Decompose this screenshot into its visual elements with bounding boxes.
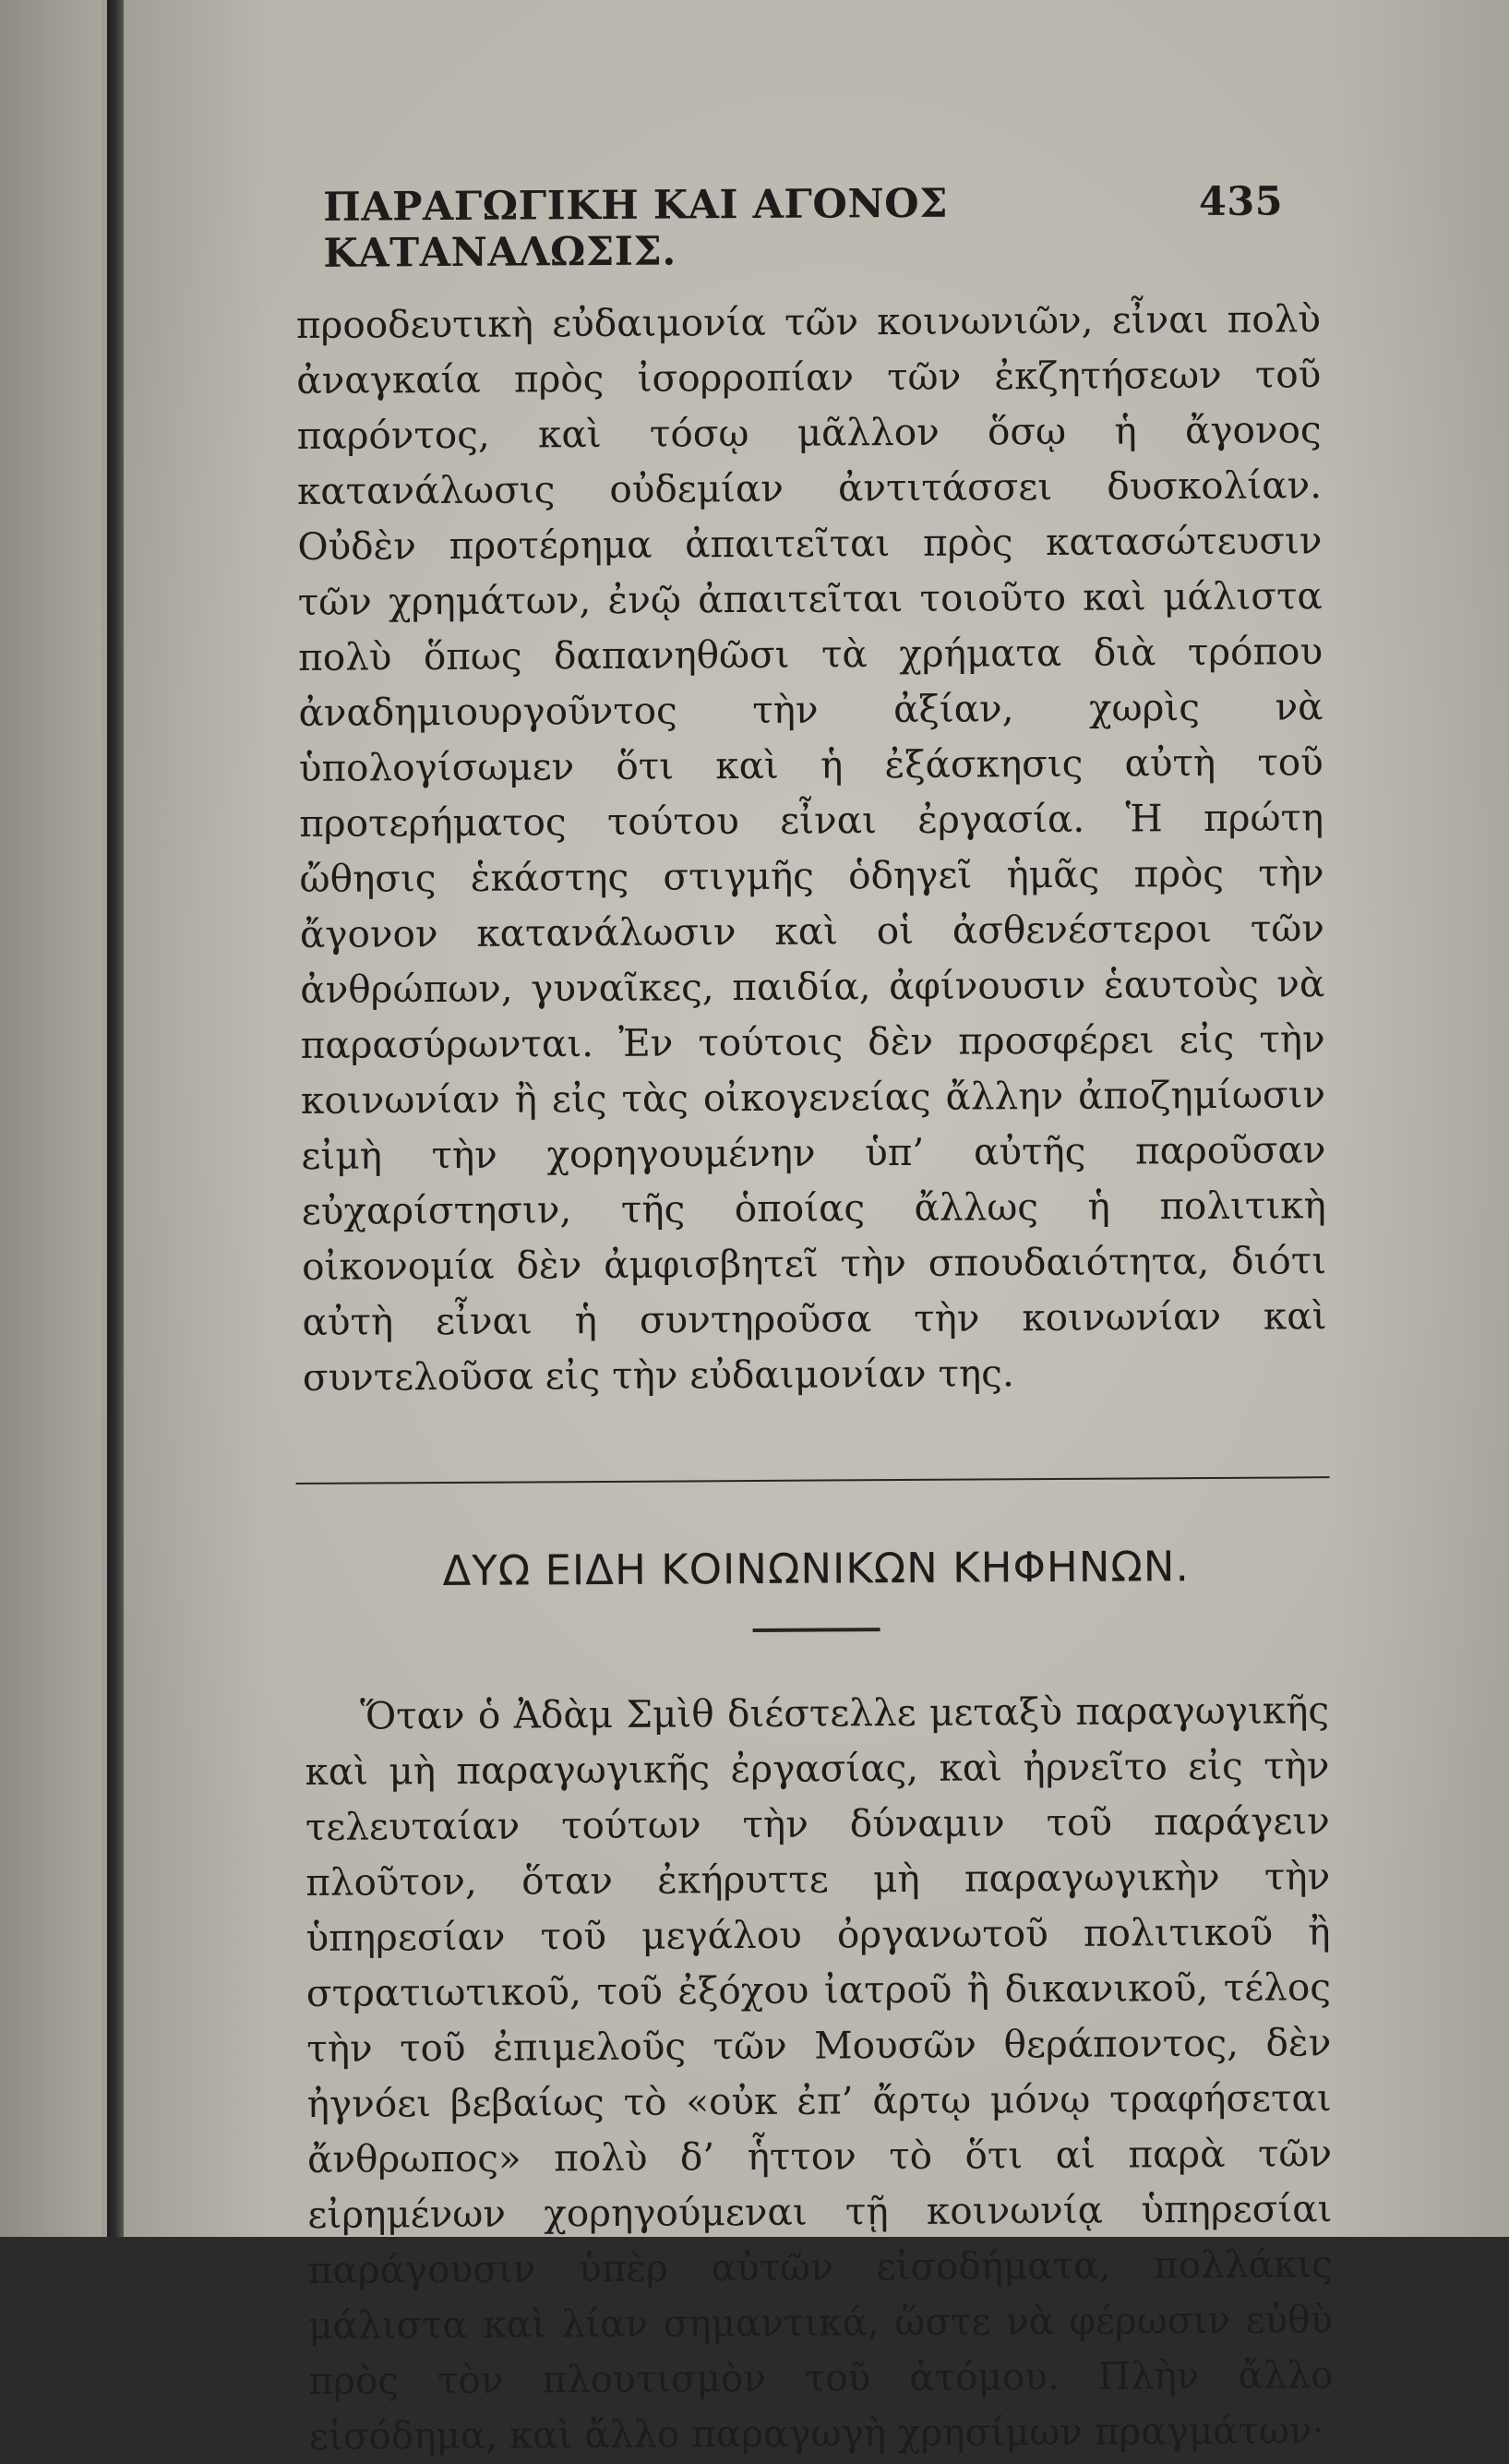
book-gutter (107, 0, 124, 2237)
running-head (323, 178, 1284, 276)
binding-shadow (0, 0, 102, 2237)
running-head-title: ΠΑΡΑΓΩΓΙΚΗ ΚΑΙ ΑΓΟΝΟΣ ΚΑΤΑΝΑΛΩΣΙΣ. (322, 180, 949, 277)
paragraph-2: Ὅταν ὁ Ἀδὰμ Σμὶθ διέστελλε μεταξὺ παραγωγικῆς καὶ μὴ παραγωγικῆς ἐργασίας, καὶ ἠρνεῖτο εἰς τὴν τελευταίαν τούτων τὴν δύναμιν τοῦ παράγειν πλοῦτον, ὅταν ἐκήρυττε μὴ παραγωγικὴν τὴν ὑπηρεσίαν τοῦ μεγάλου ὀργανωτοῦ πολιτικοῦ ἢ στρατιωτικοῦ, τοῦ ἐξόχου ἰατροῦ ἢ δικανικοῦ, τέλος τὴν τοῦ ἐπιμελοῦς τῶν Μουσῶν θεράποντος, δὲν ἠγνόει βεβαίως τὸ «οὐκ ἐπ’ ἄρτῳ μόνῳ τραφήσεται ἄνθρωπος» πολὺ δ’ ἧττον τὸ ὅτι αἱ παρὰ τῶν εἰρημένων χορηγούμεναι τῇ κοινωνίᾳ ὑπηρεσίαι παράγουσιν ὑπὲρ αὐτῶν εἰσοδήματα, πολλάκις μάλιστα καὶ λίαν σημαντικά, ὥστε νὰ φέρωσιν εὐθὺ πρὸς τὸν πλουτισμὸν τοῦ ἀτόμου. Πλὴν ἄλλο εἰσόδημα, καὶ ἄλλο παραγωγὴ χρησίμων πραγμάτων· (305, 1688, 1334, 2458)
page-number: 435 (1198, 178, 1284, 226)
title-underline (753, 1628, 880, 1632)
section-divider (296, 1476, 1330, 1484)
section-title: ΔΥΩ ΕΙΔΗ ΚΟΙΝΩΝΙΚΩΝ ΚΗΦΗΝΩΝ. (442, 1542, 1190, 1596)
paragraph-1: προοδευτικὴ εὐδαιμονία τῶν κοινωνιῶν, εἶναι πολὺ ἀναγκαία πρὸς ἰσορροπίαν τῶν ἐκζητήσεων τοῦ παρόντος, καὶ τόσῳ μᾶλλον ὅσῳ ἡ ἄγονος κατανάλωσις οὐδεμίαν ἀντιτάσσει δυσκολίαν. Οὐδὲν προτέρημα ἀπαιτεῖται πρὸς κατασώτευσιν τῶν χρημάτων, ἐνῷ ἀπαιτεῖται τοιοῦτο καὶ μάλιστα πολὺ ὅπως δαπανηθῶσι τὰ χρήματα διὰ τρόπου ἀναδημιουργοῦντος τὴν ἀξίαν, χωρὶς νὰ ὑπολογίσωμεν ὅτι καὶ ἡ ἐξάσκησις αὐτὴ τοῦ προτερήματος τούτου εἶναι ἐργασία. Ἡ πρώτη ὤθησις ἑκάστης στιγμῆς ὁδηγεῖ ἡμᾶς πρὸς τὴν ἄγονον κατανάλωσιν καὶ οἱ ἀσθενέστεροι τῶν ἀνθρώπων, γυναῖκες, παιδία, ἀφίνουσιν ἑαυτοὺς νὰ παρασύρωνται. Ἐν τούτοις δὲν προσφέρει εἰς τὴν κοινωνίαν ἢ εἰς τὰς οἰκογενείας ἄλλην ἀποζημίωσιν εἰμὴ τὴν χορηγουμένην ὑπ’ αὐτῆς παροῦσαν εὐχαρίστησιν, τῆς ὁποίας ἄλλως ἡ πολιτικὴ οἰκονομία δὲν ἀμφισβητεῖ τὴν σπουδαιότητα, διότι αὐτὴ εἶναι ἡ συντηροῦσα τὴν κοινωνίαν καὶ συντελοῦσα εἰς τὴν εὐδαιμονίαν της. (295, 296, 1327, 1400)
page-content (295, 178, 1334, 2464)
